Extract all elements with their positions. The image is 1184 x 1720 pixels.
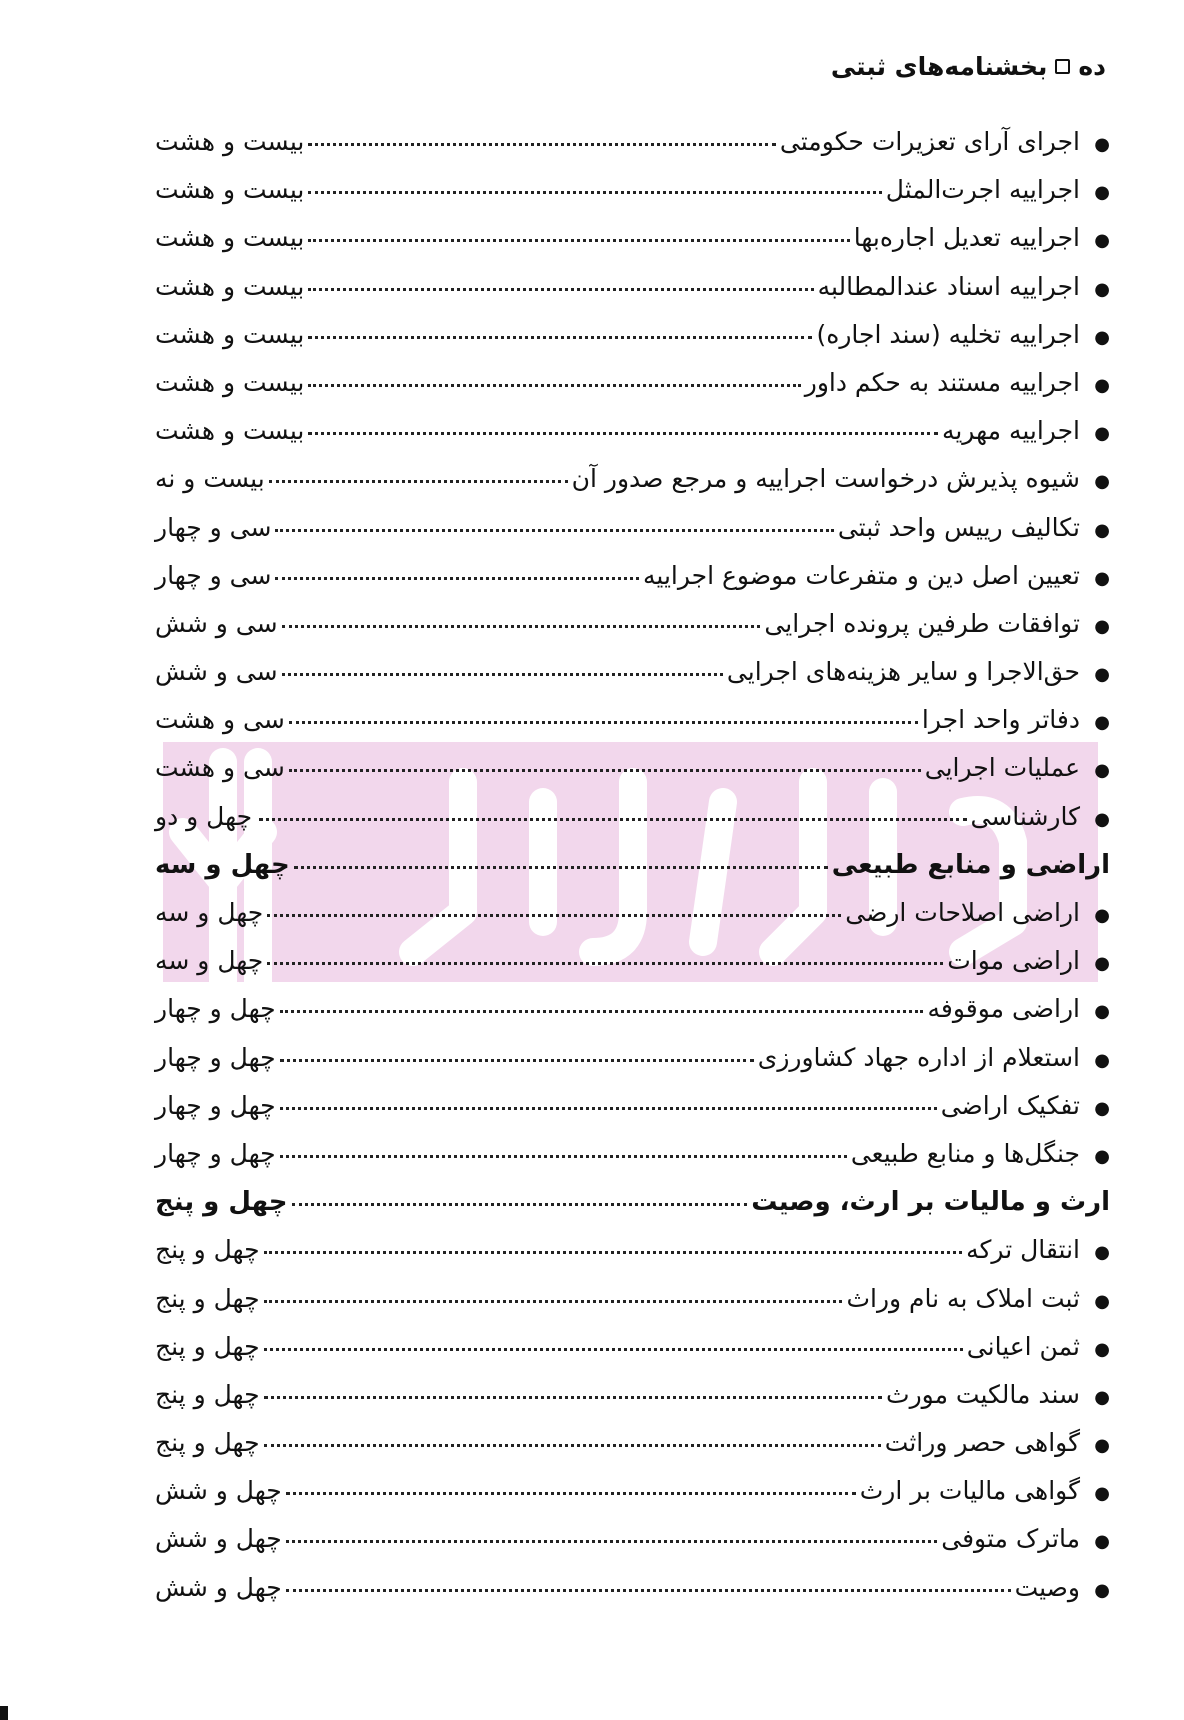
toc-entry-title: ارث و مالیات بر ارث، وصیت [751,1187,1110,1218]
toc-entry [155,1130,1110,1178]
toc-entry-page: چهل و چهار [155,1138,276,1168]
toc-entry-page: چهل و پنج [155,1428,260,1458]
bullet-icon: ● [1094,230,1110,252]
toc-entry-page: چهل و پنج [155,1187,288,1218]
dot-leader [308,432,938,435]
bullet-icon: ● [1094,134,1110,155]
toc-entry-title: تکالیف رییس واحد ثبتی [837,512,1080,542]
bullet-icon: ● [1094,905,1110,926]
toc-entry-title: ثبت املاک به نام وراث [846,1283,1080,1313]
dot-leader [275,529,833,532]
toc-entry-page: چهل و چهار [155,994,276,1024]
toc-entry [155,1275,1110,1323]
toc-entry-page: بیست و هشت [155,416,305,446]
toc-section-heading [155,841,1110,889]
dot-leader [269,480,568,483]
toc-entry-title: انتقال ترکه [966,1235,1080,1265]
bullet-icon: ● [1094,808,1110,830]
toc-entry-title: عملیات اجرایی [924,753,1080,783]
bullet-icon: ● [1094,1483,1110,1505]
dot-leader [286,1589,1011,1592]
dot-leader [286,1540,938,1543]
dot-leader [289,721,918,724]
bullet-icon: ● [1094,519,1110,541]
dot-leader [259,818,967,821]
dot-leader [264,1396,883,1399]
toc-entry-title: حق‌الاجرا و سایر هزینه‌های اجرایی [726,657,1080,687]
toc-entry [155,600,1110,648]
bullet-icon: ● [1094,1242,1110,1264]
toc-entry-page: بیست و هشت [155,367,305,397]
toc-entry-page: بیست و هشت [155,223,305,253]
dot-leader [289,769,921,772]
bullet-icon: ● [1094,471,1110,493]
toc-entry-page: چهل و چهار [155,1042,276,1072]
toc-entry-title: اجرای آرای تعزیرات حکومتی [779,127,1080,156]
dot-leader [308,143,776,146]
dot-leader [264,1444,881,1447]
toc-entry-page: چهل و سه [155,849,290,880]
dot-leader [280,1107,937,1110]
toc-entry [155,214,1110,262]
toc-entry [155,1419,1110,1467]
toc-entry [155,311,1110,359]
toc-entry [155,118,1110,166]
dot-leader [280,1059,754,1062]
toc-entry-title: دفاتر واحد اجرا [921,705,1080,735]
bullet-icon: ● [1094,664,1110,686]
toc-entry-page: سی و هشت [155,753,285,783]
bullet-icon: ● [1094,1097,1110,1119]
bullet-icon: ● [1094,615,1110,637]
bullet-icon: ● [1094,374,1110,396]
dot-leader [267,962,943,965]
bullet-icon: ● [1094,1531,1110,1553]
toc-entry-page: سی و هشت [155,705,285,735]
bullet-icon: ● [1094,1386,1110,1408]
toc-entry-title: اجراییه اسناد عندالمطالبه [817,271,1080,301]
bullet-icon: ● [1094,423,1110,445]
dot-leader [264,1251,963,1254]
toc-entry-title: استعلام از اداره جهاد کشاورزی [757,1042,1080,1072]
toc-entry-title: اراضی موات [947,946,1080,976]
dot-leader [308,384,800,387]
page-corner-mark [0,1706,8,1720]
toc-entry-page: سی و چهار [155,560,272,590]
dot-leader [282,673,723,676]
dot-leader [292,1203,748,1206]
toc-entry-title: سند مالکیت مورث [886,1379,1080,1409]
toc-entry [155,1515,1110,1563]
toc-entry-title: اجراییه تعدیل اجاره‌بها [853,223,1080,253]
bullet-icon: ● [1094,1338,1110,1360]
dot-leader [286,1492,856,1495]
toc-entry-page: چهل و پنج [155,1283,260,1313]
toc-entry-page: بیست و هشت [155,319,305,349]
bullet-icon: ● [1094,278,1110,300]
page-label: ده [1078,52,1106,81]
toc-entry [155,1034,1110,1082]
toc-entry-page: چهل و پنج [155,1331,260,1361]
toc-entry [155,1371,1110,1419]
toc-entry [155,889,1110,937]
dot-leader [308,239,849,242]
toc-entry-title: توافقات طرفین پرونده اجرایی [764,608,1080,638]
dot-leader [280,1155,847,1158]
toc-entry-page: چهل و چهار [155,1090,276,1120]
running-header [831,52,1106,81]
toc-entry [155,793,1110,841]
bullet-icon: ● [1094,1579,1110,1601]
toc-entry-page: سی و شش [155,608,278,638]
toc-entry [155,744,1110,792]
toc-entry [155,359,1110,407]
toc-entry [155,1226,1110,1274]
toc-entry-page: چهل و دو [155,801,253,831]
toc-entry [155,1564,1110,1612]
toc-entry-title: کارشناسی [970,801,1080,831]
toc-entry [155,1467,1110,1515]
toc-entry-page: چهل و سه [155,898,264,927]
toc-entry-title: ماترک متوفی [941,1524,1080,1554]
toc-entry [155,552,1110,600]
toc-entry-title: اراضی و منابع طبیعی [831,849,1110,880]
toc-entry-title: وصیت [1014,1572,1080,1602]
toc-entry-page: چهل و شش [155,1476,282,1506]
toc-entry-title: اراضی اصلاحات ارضی [845,898,1080,927]
bullet-icon: ● [1094,567,1110,589]
toc-entry [155,263,1110,311]
box-icon [1055,59,1070,74]
bullet-icon: ● [1094,1290,1110,1312]
toc-entry-title: گواهی مالیات بر ارث [859,1476,1080,1506]
dot-leader [264,1300,843,1303]
bullet-icon: ● [1094,1435,1110,1457]
toc-entry-page: چهل و پنج [155,1379,260,1409]
bullet-icon: ● [1094,712,1110,734]
toc-entry-page: چهل و شش [155,1524,282,1554]
toc-entry [155,648,1110,696]
bullet-icon: ● [1094,182,1110,204]
dot-leader [264,1348,963,1351]
toc-entry-page: بیست و هشت [155,271,305,301]
toc-entry-title: جنگل‌ها و منابع طبیعی [850,1138,1080,1168]
toc-entry-page: چهل و سه [155,946,264,976]
toc-entry [155,1323,1110,1371]
toc-entry-title: ثمن اعیانی [966,1331,1080,1361]
dot-leader [308,288,813,291]
toc-entry-title: تعیین اصل دین و متفرعات موضوع اجراییه [643,560,1080,590]
toc-entry-page: بیست و نه [155,464,265,494]
toc-entry-title: اجراییه تخلیه (سند اجاره) [816,319,1080,349]
toc-entry-page: بیست و هشت [155,127,305,156]
bullet-icon: ● [1094,760,1110,782]
toc-entry [155,985,1110,1033]
dot-leader [267,914,841,917]
bullet-icon: ● [1094,953,1110,975]
dot-leader [275,577,639,580]
bullet-icon: ● [1094,1001,1110,1023]
toc-entry [155,696,1110,744]
dot-leader [308,191,881,194]
toc-entry-page: چهل و پنج [155,1235,260,1265]
toc-entry-page: سی و شش [155,657,278,687]
dot-leader [294,866,828,869]
dot-leader [280,1010,924,1013]
toc-entry-title: اجراییه مستند به حکم داور [804,367,1080,397]
toc-section-heading [155,1178,1110,1226]
toc-entry-title: اجراییه مهریه [941,416,1080,446]
toc-entry-page: سی و چهار [155,512,272,542]
toc-entry [155,455,1110,503]
toc-entry [155,504,1110,552]
toc-entry-title: گواهی حصر وراثت [884,1428,1080,1458]
toc-entry-title: تفکیک اراضی [940,1090,1080,1120]
bullet-icon: ● [1094,1049,1110,1071]
toc-entry-title: اراضی موقوفه [927,994,1080,1024]
bullet-icon: ● [1094,1145,1110,1167]
bullet-icon: ● [1094,326,1110,348]
toc-entry-page: چهل و شش [155,1572,282,1602]
toc-entry [155,407,1110,455]
toc-entry [155,1082,1110,1130]
toc-entry-title: اجراییه اجرت‌المثل [885,175,1080,205]
dot-leader [282,625,761,628]
table-of-contents [155,118,1110,1612]
toc-entry-title: شیوه پذیرش درخواست اجراییه و مرجع صدور آن [571,464,1080,494]
book-title: بخشنامه‌های ثبتی [830,52,1048,81]
toc-entry-page: بیست و هشت [155,175,305,205]
toc-entry [155,166,1110,214]
dot-leader [308,336,812,339]
toc-entry [155,937,1110,985]
